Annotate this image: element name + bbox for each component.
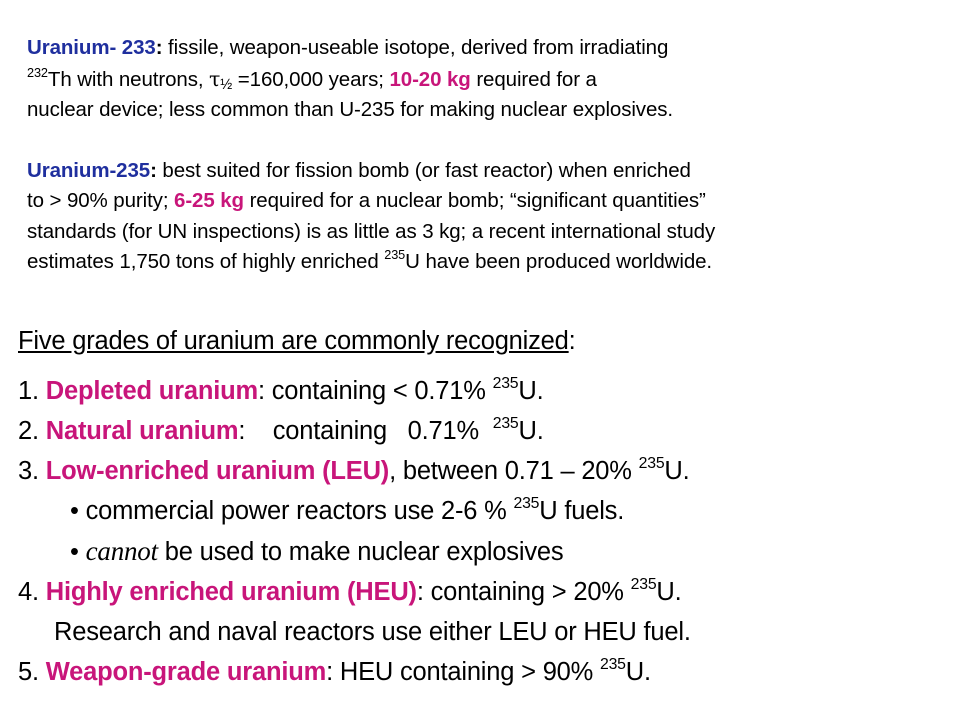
heu-note: Research and naval reactors use either LEU or HEU fuel.: [54, 618, 691, 646]
u235-line-2: to > 90% purity; 6-25 kg required for a nuclear bomb; “significant quantities”: [27, 189, 706, 212]
u233-line-1: Uranium- 233: fissile, weapon-useable isotope, derived from irradiating: [27, 36, 669, 59]
u233-critical-mass: 10-20 kg: [389, 67, 471, 91]
u235-line-3: standards (for UN inspections) is as little as 3 kg; a recent international study: [27, 219, 716, 243]
grade-name: Weapon-grade uranium: [45, 658, 327, 686]
u235-term: Uranium-235: [27, 158, 151, 182]
grade-item-heu: 4. Highly enriched uranium (HEU): containing > 20% $^{235}$U.: [18, 575, 682, 606]
grade-item-natural: 2. Natural uranium: containing 0.71% $^{235}$U.: [18, 414, 544, 445]
grade-name: Depleted uranium: [45, 377, 258, 405]
leu-bullet-explosives: • cannot be used to make nuclear explosives: [70, 536, 564, 566]
u235-line-4: estimates 1,750 tons of highly enriched $^{235}$U have been produced worldwide.: [27, 247, 713, 273]
grade-item-weapon: 5. Weapon-grade uranium: HEU containing > 90% $^{235}$U.: [18, 655, 651, 686]
u233-line-3: nuclear device; less common than U-235 for making nuclear explosives.: [27, 98, 673, 121]
grades-heading: Five grades of uranium are commonly recognized:: [18, 327, 576, 355]
grade-item-leu: 3. Low-enriched uranium (LEU), between 0.71 – 20% $^{235}$U.: [18, 454, 690, 485]
u233-line-2: $^{232}$Th with neutrons, $\tau_{\frac{1}{2}} =160,000$ years; 10-20 kg required for a: [27, 64, 597, 93]
uranium-grades: [18, 321, 953, 692]
grade-name: Natural uranium: [45, 417, 239, 445]
u235-line-1: Uranium-235: best suited for fission bomb (or fast reactor) when enriched: [27, 158, 691, 182]
u235-critical-mass: 6-25 kg: [174, 189, 244, 212]
grade-name: Low-enriched uranium (LEU): [45, 457, 390, 485]
isotope-notes: [27, 33, 947, 278]
half-life-symbol: τ: [209, 66, 221, 91]
thorium-mass-number: 232: [27, 64, 48, 80]
grade-name: Highly enriched uranium (HEU): [45, 578, 417, 606]
grade-item-depleted: 1. Depleted uranium: containing < 0.71% $^{235}$U.: [18, 374, 544, 405]
leu-bullet-fuels: • commercial power reactors use 2-6 % $^{235}$U fuels.: [70, 494, 625, 525]
u233-term: Uranium- 233: [27, 36, 156, 59]
